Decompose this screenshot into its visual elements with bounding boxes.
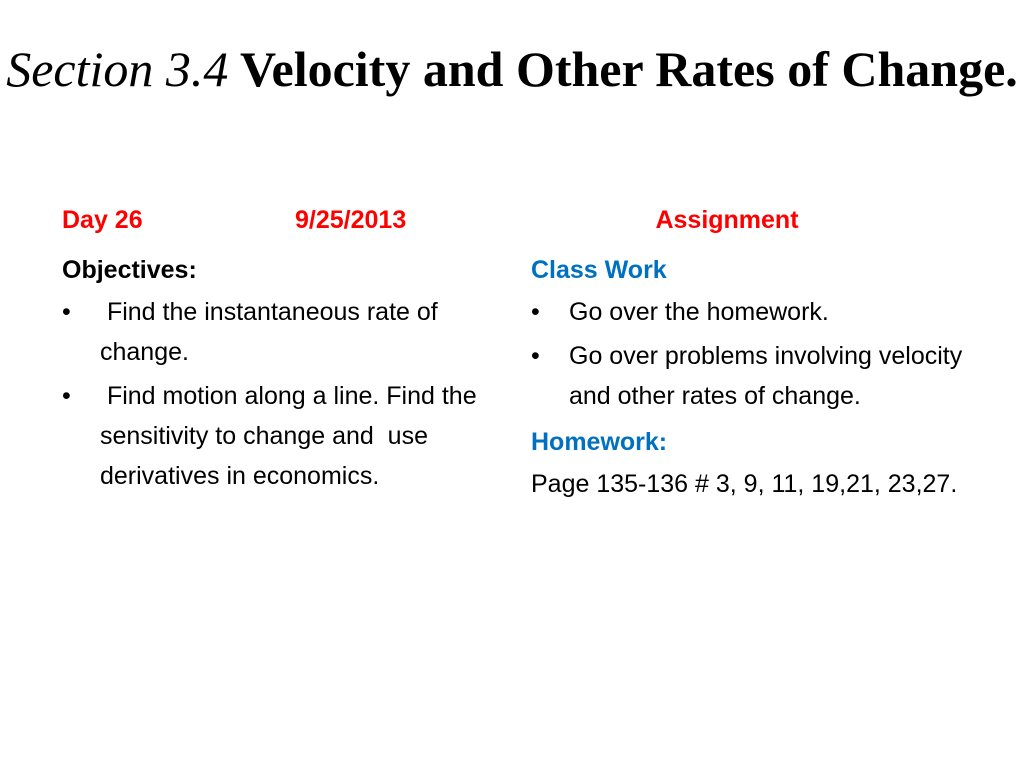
objective-text: Find motion along a line. Find the sensitivity to change and use derivatives in economics. [100, 382, 484, 490]
slide-title [0, 38, 1024, 100]
right-column [531, 198, 971, 504]
objective-text: Find the instantaneous rate of change. [100, 298, 445, 366]
bullet-icon: • [531, 342, 540, 370]
objectives-heading: Objectives: [62, 256, 197, 284]
title-section-number: Section 3.4 [6, 41, 229, 97]
objectives-list [62, 292, 502, 496]
list-item [62, 376, 502, 496]
day-date-header [62, 198, 502, 242]
bullet-icon: • [62, 298, 71, 326]
homework-text: Page 135-136 # 3, 9, 11, 19,21, 23,27. [531, 470, 958, 498]
list-item [531, 336, 971, 416]
classwork-list [531, 292, 971, 416]
date-label: 9/25/2013 [295, 206, 407, 234]
assignment-heading: Assignment [655, 206, 799, 234]
day-label: Day 26 [62, 206, 143, 234]
classwork-text: Go over the homework. [569, 298, 829, 326]
bullet-icon: • [531, 298, 540, 326]
classwork-heading: Class Work [531, 256, 667, 284]
classwork-text: Go over problems involving velocity and other rates of change. [569, 342, 963, 410]
list-item [531, 292, 971, 332]
title-main: Velocity and Other Rates of Change. [240, 41, 1018, 97]
bullet-icon: • [62, 382, 71, 410]
list-item [62, 292, 502, 372]
homework-heading: Homework: [531, 428, 668, 456]
left-column [62, 198, 502, 500]
